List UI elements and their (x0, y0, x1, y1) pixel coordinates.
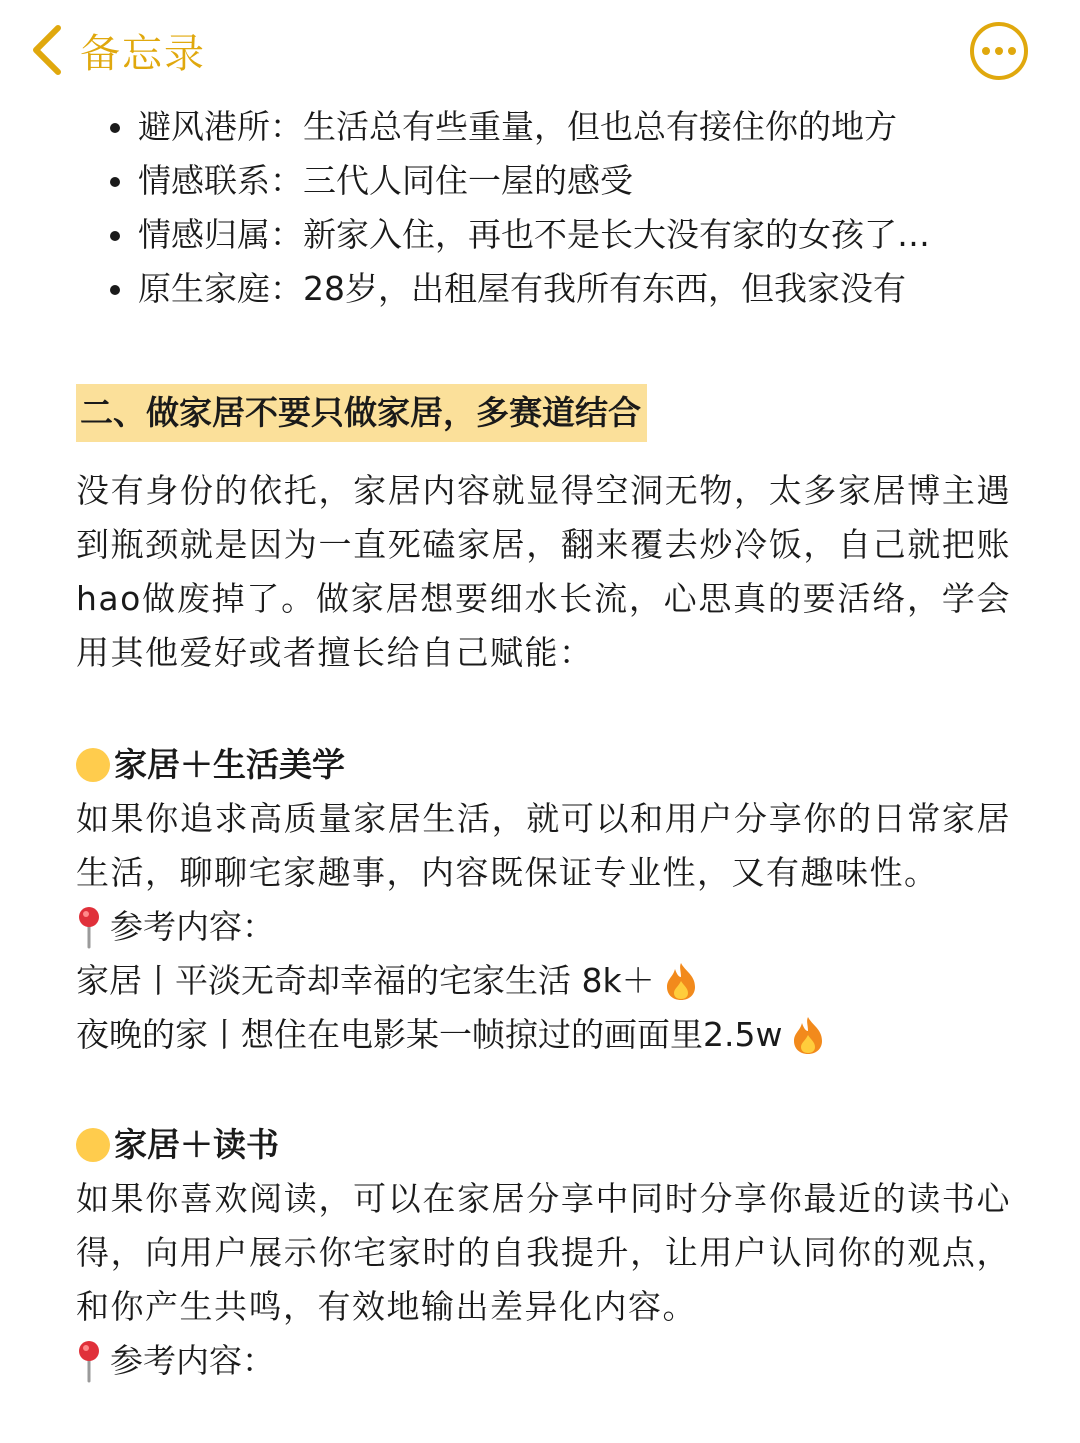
back-label: 备忘录 (80, 30, 206, 77)
pushpin-icon (76, 1339, 102, 1383)
back-button[interactable] (28, 22, 206, 78)
list-item: 情感联系：三代人同住一屋的感受 (76, 154, 1011, 208)
nav-bar (0, 0, 1080, 100)
ellipsis-icon (982, 47, 990, 55)
list-item: 避风港所：生活总有些重量，但也总有接住你的地方 (76, 100, 1011, 154)
yellow-circle-icon (76, 1128, 110, 1162)
yellow-circle-icon (76, 748, 110, 782)
pushpin-icon (76, 905, 102, 949)
bullet-list (76, 100, 1011, 316)
topic-heading: 家居＋读书 (76, 1118, 1011, 1172)
topic-body: 如果你喜欢阅读，可以在家居分享中同时分享你最近的读书心得，向用户展示你宅家时的自我提升，让用户认同你的观点，和你产生共鸣，有效地输出差异化内容。 (76, 1179, 1011, 1326)
topic-heading: 家居＋生活美学 (76, 738, 1011, 792)
more-options-button[interactable] (970, 22, 1028, 80)
reference-item: 夜晚的家丨想住在电影某一帧掠过的画面里2.5w (76, 1008, 1011, 1062)
reference-label: 参考内容： (76, 1334, 1011, 1388)
topic-body: 如果你追求高质量家居生活，就可以和用户分享你的日常家居生活，聊聊宅家趣事，内容既保证专业性，又有趣味性。 (76, 799, 1011, 892)
chevron-left-icon (28, 22, 66, 78)
fire-icon (790, 1015, 826, 1055)
reference-label: 参考内容： (76, 900, 1011, 954)
list-item: 情感归属：新家入住，再也不是长大没有家的女孩了… (76, 208, 1011, 262)
section-heading: 二、做家居不要只做家居，多赛道结合 (76, 384, 647, 442)
reference-item: 家居丨平淡无奇却幸福的宅家生活 8k＋ (76, 954, 1011, 1008)
note-body[interactable] (76, 100, 1011, 1388)
list-item: 原生家庭：28岁，出租屋有我所有东西，但我家没有 (76, 262, 1011, 316)
fire-icon (663, 961, 699, 1001)
section-intro: 没有身份的依托，家居内容就显得空洞无物，太多家居博主遇到瓶颈就是因为一直死磕家居，翻来覆去炒冷饭，自己就把账hao做废掉了。做家居想要细水长流，心思真的要活络，学会用其他爱好或者擅长给自己赋能： (76, 471, 1011, 672)
